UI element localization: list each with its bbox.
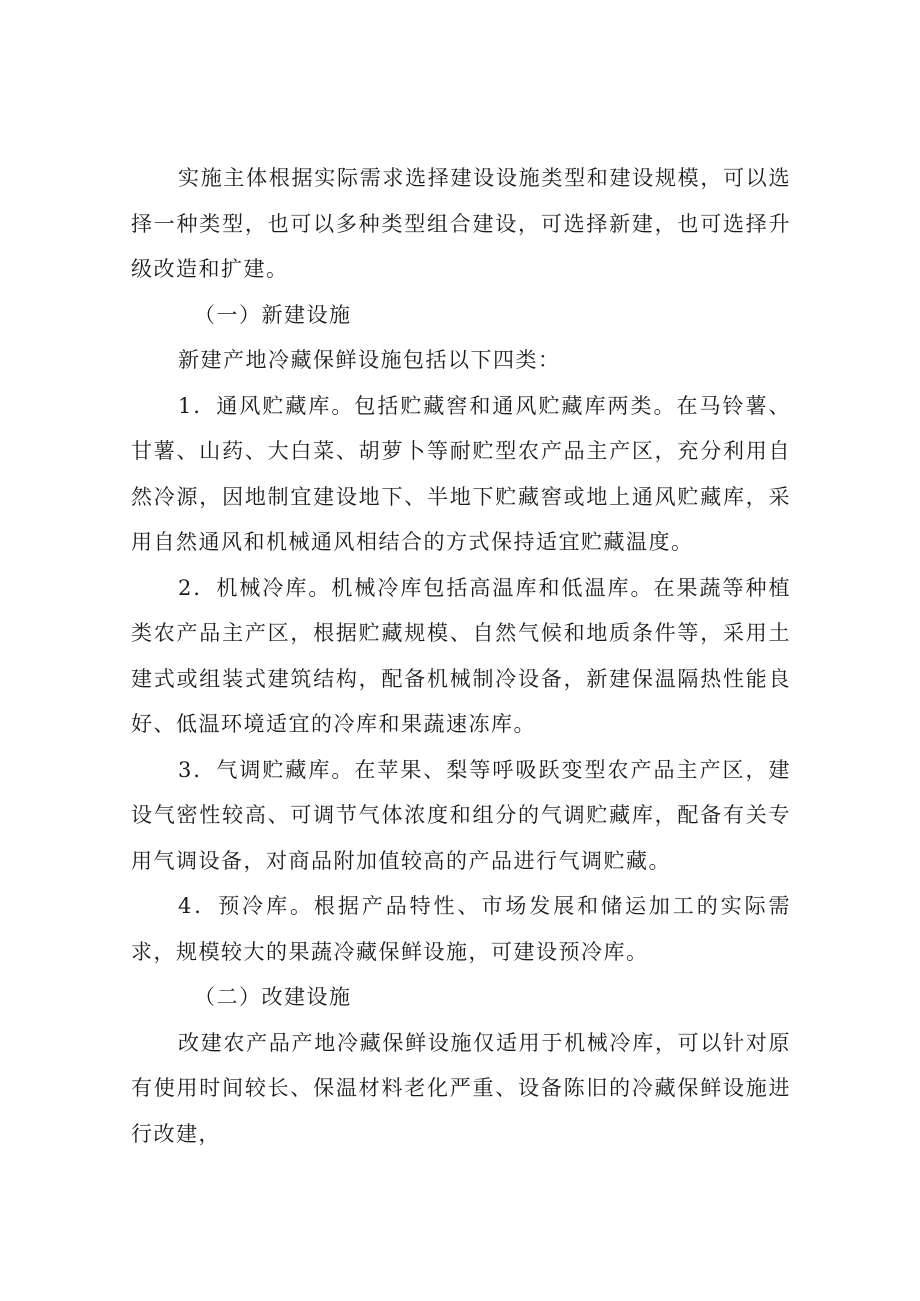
- paragraph-item-3: 3．气调贮藏库。在苹果、梨等呼吸跃变型农产品主产区，建设气密性较高、可调节气体浓度和组分的气调贮藏库，配备有关专用气调设备，对商品附加值较高的产品进行气调贮藏。: [131, 757, 791, 873]
- section-heading-new-facilities: （一）新建设施: [194, 302, 352, 327]
- paragraph-renovation: 改建农产品产地冷藏保鲜设施仅适用于机械冷库，可以针对原有使用时间较长、保温材料老化严重、设备陈旧的冷藏保鲜设施进行改建，: [131, 1030, 791, 1146]
- paragraph-new-facilities-intro: 新建产地冷藏保鲜设施包括以下四类：: [178, 348, 561, 372]
- document-body: [131, 156, 791, 1157]
- paragraph-item-2: 2．机械冷库。机械冷库包括高温库和低温库。在果蔬等种植类农产品主产区，根据贮藏规模、自然气候和地质条件等，采用土建式或组装式建筑结构，配备机械制冷设备，新建保温隔热性能良好、低温环境适宜的冷库和果蔬速冻库。: [131, 575, 791, 736]
- paragraph-item-4: 4．预冷库。根据产品特性、市场发展和储运加工的实际需求，规模较大的果蔬冷藏保鲜设施，可建设预冷库。: [131, 894, 791, 964]
- section-heading-renovation: （二）改建设施: [194, 985, 352, 1009]
- paragraph-item-1: 1．通风贮藏库。包括贮藏窖和通风贮藏库两类。在马铃薯、甘薯、山药、大白菜、胡萝卜等耐贮型农产品主产区，充分利用自然冷源，因地制宜建设地下、半地下贮藏窖或地上通风贮藏库，采用自然通风和机械通风相结合的方式保持适宜贮藏温度。: [131, 393, 791, 554]
- paragraph-intro: 实施主体根据实际需求选择建设设施类型和建设规模，可以选择一种类型，也可以多种类型组合建设，可选择新建，也可选择升级改造和扩建。: [131, 166, 791, 281]
